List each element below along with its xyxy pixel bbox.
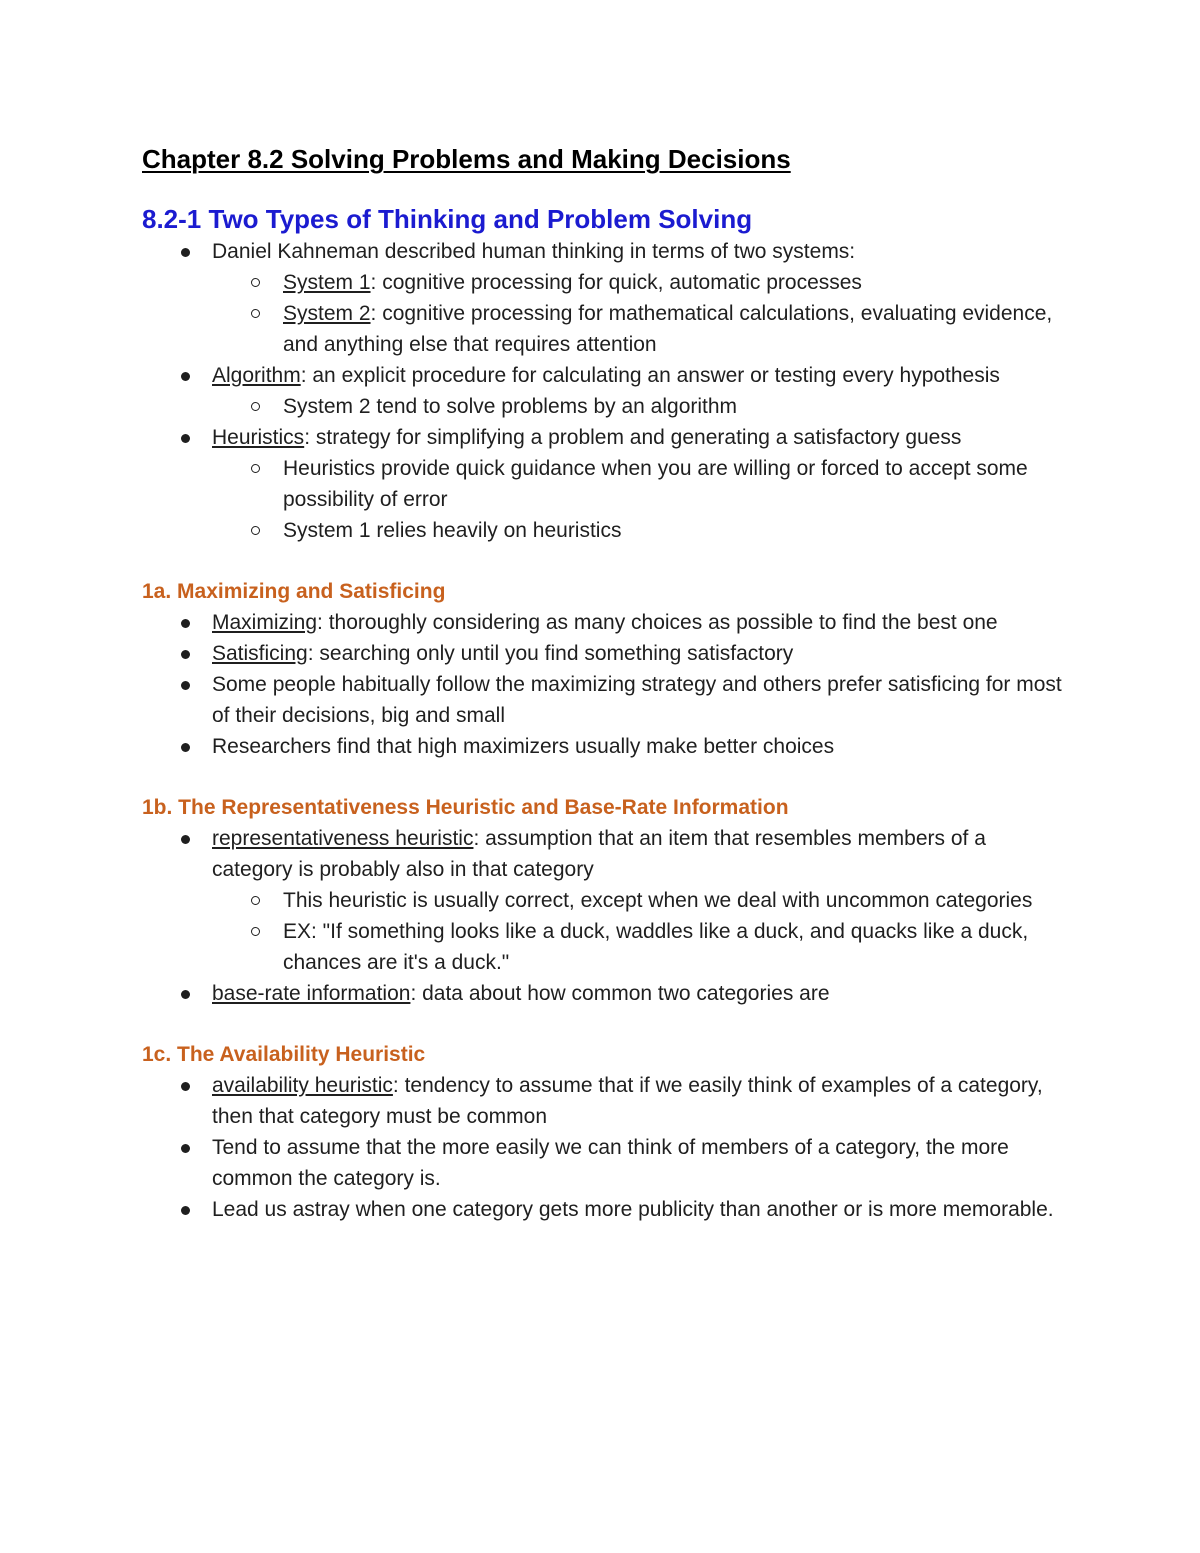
- definition: : thoroughly considering as many choices as possible to find the best one: [317, 611, 998, 634]
- bullet-text: [212, 982, 830, 1005]
- sub-bullet-list: [142, 885, 1072, 978]
- subsection-heading-1b: 1b. The Representativeness Heuristic and Base-Rate Information: [142, 796, 789, 819]
- definition: : strategy for simplifying a problem and generating a satisfactory guess: [304, 426, 962, 449]
- bullet-text: [212, 1074, 1043, 1128]
- term: Maximizing: [212, 611, 318, 634]
- term: Satisficing: [212, 642, 308, 665]
- term: base-rate information: [212, 982, 411, 1005]
- list-item: [142, 1132, 1072, 1194]
- bullet-text: [212, 426, 961, 449]
- list-item: [142, 1194, 1072, 1225]
- bullet-text: Lead us astray when one category gets more publicity than another or is more memorable.: [212, 1198, 1054, 1221]
- definition: : cognitive processing for quick, automatic processes: [370, 271, 862, 294]
- term: System 2: [283, 302, 371, 325]
- chapter-title: Chapter 8.2 Solving Problems and Making Decisions: [142, 144, 791, 174]
- bullet-text: System 1 relies heavily on heuristics: [283, 519, 622, 542]
- bullet-text: Some people habitually follow the maximizing strategy and others prefer satisficing for most of their decisions, big and small: [212, 673, 1062, 727]
- bullet-text: System 2 tend to solve problems by an algorithm: [283, 395, 738, 418]
- list-item: [212, 298, 1072, 360]
- subsection-bullet-list: [142, 607, 1072, 762]
- list-item: [142, 236, 1072, 360]
- bullet-text: Daniel Kahneman described human thinking in terms of two systems:: [212, 240, 856, 263]
- bullet-text: This heuristic is usually correct, except when we deal with uncommon categories: [283, 889, 1033, 912]
- subsection-heading-1a: 1a. Maximizing and Satisficing: [142, 580, 446, 603]
- definition: : searching only until you find something satisfactory: [307, 642, 794, 665]
- sub-bullet-list: [142, 391, 1072, 422]
- term: availability heuristic: [212, 1074, 393, 1097]
- definition: : cognitive processing for mathematical calculations, evaluating evidence, and anything else that requires attention: [283, 302, 1053, 356]
- section-bullet-list: [142, 236, 1072, 546]
- sub-bullet-list: [142, 267, 1072, 360]
- list-item: [142, 1070, 1072, 1132]
- list-item: [142, 422, 1072, 546]
- bullet-text: Heuristics provide quick guidance when you are willing or forced to accept some possibility of error: [283, 457, 1028, 511]
- list-item: [142, 669, 1072, 731]
- section-heading: 8.2-1 Two Types of Thinking and Problem Solving: [142, 204, 753, 234]
- bullet-text: Researchers find that high maximizers usually make better choices: [212, 735, 835, 758]
- bullet-text: [212, 611, 998, 634]
- list-item: [212, 453, 1072, 515]
- term: Algorithm: [212, 364, 301, 387]
- bullet-text: [283, 302, 1052, 356]
- subsection-bullet-list: [142, 1070, 1072, 1225]
- list-item: [142, 731, 1072, 762]
- list-item: [142, 978, 1072, 1009]
- bullet-text: [212, 827, 986, 881]
- list-item: [212, 391, 1072, 422]
- document-page: [142, 140, 1072, 1225]
- list-item: [142, 607, 1072, 638]
- definition: : tendency to assume that if we easily think of examples of a category, then that category must be common: [212, 1074, 1043, 1128]
- list-item: [212, 885, 1072, 916]
- list-item: [142, 360, 1072, 422]
- term: System 1: [283, 271, 371, 294]
- list-item: [142, 823, 1072, 978]
- list-item: [142, 638, 1072, 669]
- bullet-text: [212, 642, 793, 665]
- bullet-text: Tend to assume that the more easily we can think of members of a category, the more common the category is.: [212, 1136, 1009, 1190]
- definition: : assumption that an item that resembles members of a category is probably also in that category: [212, 827, 986, 881]
- list-item: [212, 916, 1072, 978]
- list-item: [212, 515, 1072, 546]
- definition: : data about how common two categories are: [410, 982, 830, 1005]
- subsection-heading-1c: 1c. The Availability Heuristic: [142, 1043, 426, 1066]
- definition: : an explicit procedure for calculating an answer or testing every hypothesis: [300, 364, 1000, 387]
- bullet-text: [283, 271, 862, 294]
- bullet-text: EX: "If something looks like a duck, waddles like a duck, and quacks like a duck, chances are it's a duck.": [283, 920, 1029, 974]
- subsection-bullet-list: [142, 823, 1072, 1009]
- list-item: [212, 267, 1072, 298]
- sub-bullet-list: [142, 453, 1072, 546]
- term: representativeness heuristic: [212, 827, 474, 850]
- term: Heuristics: [212, 426, 305, 449]
- bullet-text: [212, 364, 1000, 387]
